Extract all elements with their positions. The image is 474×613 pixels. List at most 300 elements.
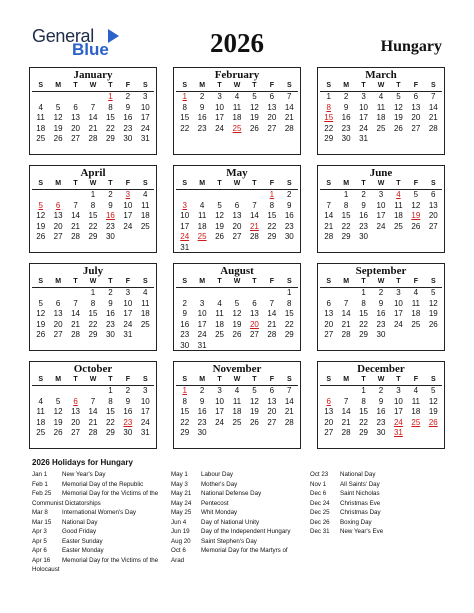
month-title: June (369, 167, 393, 179)
day: 7 (326, 200, 331, 210)
day: 23 (376, 417, 386, 427)
holiday-day: 5 (38, 200, 43, 210)
holiday-date: Apr 6 (32, 547, 47, 554)
day: 12 (428, 298, 438, 308)
holiday-day: 20 (249, 319, 259, 329)
day: 25 (376, 123, 386, 133)
day: 6 (269, 386, 275, 395)
holiday-date: May 25 (171, 509, 192, 516)
day: 7 (269, 298, 275, 308)
day: 11 (411, 396, 420, 406)
day: 24 (215, 123, 225, 133)
day: 10 (140, 396, 150, 406)
day: 16 (197, 407, 207, 417)
holiday-row (310, 518, 442, 528)
day: 4 (217, 298, 222, 308)
day: 19 (53, 417, 63, 427)
holiday-column (310, 470, 442, 537)
day: 22 (180, 123, 190, 133)
day: 23 (105, 319, 115, 329)
weekday-header: T (390, 375, 407, 386)
day: 31 (140, 134, 150, 144)
month-title: May (226, 167, 248, 179)
weekday-header: T (102, 81, 119, 92)
holiday-date: Jan 1 (32, 471, 48, 478)
weekday-header: T (246, 179, 263, 190)
day: 22 (180, 417, 190, 427)
day: 15 (267, 211, 277, 221)
empty-day (337, 386, 354, 397)
holiday-name: Memorial Day for the Victims of the (62, 556, 159, 564)
day: 11 (141, 298, 150, 308)
day: 30 (105, 330, 115, 340)
day: 30 (105, 232, 115, 242)
day: 5 (396, 92, 401, 101)
day: 22 (359, 417, 369, 427)
day: 3 (125, 288, 131, 297)
day: 20 (428, 211, 438, 221)
weekday-header: T (390, 277, 407, 288)
day: 11 (232, 396, 242, 406)
weekday-header: T (211, 277, 228, 288)
day-grid (32, 375, 154, 439)
weekday-header: S (137, 375, 154, 386)
holiday-name: National Day (340, 471, 376, 478)
day: 6 (252, 298, 257, 308)
holiday-row (32, 508, 168, 518)
weekday-header: S (425, 179, 442, 190)
holiday-day: 6 (73, 396, 78, 406)
day: 2 (108, 190, 113, 199)
empty-day (67, 386, 84, 397)
day: 12 (36, 211, 46, 221)
day: 10 (180, 211, 190, 221)
day: 20 (324, 319, 334, 329)
day: 1 (326, 92, 331, 101)
day: 7 (252, 200, 257, 210)
day: 7 (287, 386, 292, 395)
holiday-day: 3 (182, 200, 187, 210)
weekday-header: T (355, 81, 372, 92)
day: 14 (284, 396, 294, 406)
day: 17 (140, 113, 150, 123)
day: 26 (53, 134, 63, 144)
day: 5 (234, 298, 240, 308)
day: 4 (38, 396, 43, 406)
day: 28 (341, 330, 351, 340)
calendar-year: 2026 (210, 28, 264, 58)
empty-day (263, 288, 280, 299)
day: 22 (324, 123, 334, 133)
holiday-name: Memorial Day of the Republic (62, 480, 144, 488)
day: 26 (393, 123, 403, 133)
holiday-date: Oct 23 (310, 471, 329, 478)
day: 8 (182, 396, 187, 406)
day-grid (32, 81, 154, 145)
empty-day (320, 190, 337, 201)
day: 8 (108, 102, 113, 112)
weekday-header: F (407, 375, 424, 386)
day: 11 (36, 407, 45, 417)
day: 2 (199, 386, 205, 395)
month-may (173, 165, 301, 253)
day: 16 (105, 309, 115, 319)
day: 12 (215, 211, 225, 221)
day: 5 (55, 102, 61, 112)
day: 12 (36, 309, 46, 319)
holiday-date: Jun 19 (171, 528, 190, 535)
day: 22 (105, 417, 115, 427)
day: 22 (88, 319, 98, 329)
day: 2 (378, 288, 384, 297)
holiday-name: Good Friday (62, 528, 97, 535)
weekday-header: T (355, 375, 372, 386)
holiday-date: Oct 6 (171, 547, 186, 554)
day: 10 (123, 200, 133, 210)
day: 20 (232, 221, 242, 231)
weekday-header: F (119, 81, 136, 92)
weekday-header: S (320, 81, 337, 92)
weekday-header: T (355, 179, 372, 190)
weekday-header: S (425, 277, 442, 288)
month-august (173, 263, 301, 351)
day: 25 (36, 134, 46, 144)
day: 27 (267, 123, 277, 133)
month-july (29, 263, 157, 351)
day: 4 (413, 288, 419, 297)
holiday-date: Aug 20 (171, 537, 191, 545)
day: 9 (287, 200, 292, 210)
empty-day (211, 288, 228, 299)
weekday-header: M (193, 81, 210, 92)
day: 18 (36, 417, 46, 427)
holiday-row (310, 480, 442, 490)
holiday-day: 25 (232, 123, 242, 133)
day: 8 (90, 200, 96, 210)
holiday-name: Arad (171, 556, 185, 564)
weekday-header: T (246, 277, 263, 288)
month-title: August (220, 265, 254, 277)
holiday-date: Dec 26 (310, 518, 330, 526)
holiday-name: Easter Sunday (62, 537, 103, 545)
day: 23 (123, 123, 133, 133)
holiday-row (171, 470, 307, 480)
holiday-column (32, 470, 168, 575)
holiday-date: Apr 5 (32, 537, 47, 545)
day: 16 (123, 407, 133, 417)
day: 12 (393, 102, 403, 112)
day: 28 (71, 232, 81, 242)
holiday-name: Communist Dictatorships (32, 499, 101, 507)
day: 3 (217, 386, 222, 395)
day: 10 (393, 298, 403, 308)
day: 26 (232, 330, 242, 340)
day: 21 (341, 319, 351, 329)
day: 9 (343, 102, 349, 112)
holiday-name: New Year's Eve (340, 528, 384, 535)
day: 27 (71, 134, 81, 144)
day: 28 (324, 232, 334, 242)
day: 3 (396, 288, 401, 297)
day: 24 (359, 123, 369, 133)
day: 29 (88, 232, 98, 242)
day: 29 (267, 232, 277, 242)
day: 1 (108, 386, 113, 395)
day: 18 (411, 309, 421, 319)
day: 28 (428, 123, 438, 133)
day: 2 (378, 386, 384, 395)
day: 10 (393, 396, 403, 406)
day: 17 (180, 221, 190, 231)
month-title: July (82, 265, 104, 277)
holiday-name: Labour Day (201, 471, 233, 478)
weekday-header: T (67, 375, 84, 386)
day: 20 (267, 407, 277, 417)
day: 17 (140, 407, 150, 417)
day: 16 (376, 407, 386, 417)
day: 31 (359, 134, 369, 144)
weekday-header: W (372, 375, 389, 386)
empty-day (246, 288, 263, 299)
day: 25 (393, 221, 403, 231)
logo-general-text: General (32, 26, 94, 46)
day: 21 (267, 319, 277, 329)
day: 13 (53, 309, 63, 319)
holiday-row (171, 499, 307, 509)
day: 8 (269, 200, 275, 210)
holiday-day: 6 (55, 200, 61, 210)
holiday-name: Pentecost (201, 499, 229, 507)
day: 9 (125, 396, 131, 406)
day: 14 (249, 211, 259, 221)
day: 13 (249, 309, 259, 319)
day: 9 (125, 102, 131, 112)
day: 23 (359, 221, 369, 231)
holiday-day: 19 (411, 211, 421, 221)
month-october (29, 361, 157, 449)
day: 24 (376, 221, 386, 231)
holiday-row (171, 508, 307, 518)
day: 7 (90, 102, 96, 112)
day: 13 (411, 102, 421, 112)
day: 4 (38, 102, 43, 112)
day: 2 (125, 92, 131, 101)
day: 13 (71, 113, 81, 123)
day: 30 (123, 134, 133, 144)
day: 10 (215, 102, 225, 112)
day: 5 (252, 386, 257, 395)
day: 10 (197, 309, 207, 319)
weekday-header: T (102, 375, 119, 386)
holiday-name: Easter Monday (62, 547, 104, 554)
day: 21 (71, 319, 81, 329)
day: 12 (53, 113, 63, 123)
weekday-header: T (355, 277, 372, 288)
day: 26 (53, 428, 63, 438)
holiday-name: National Day (62, 518, 98, 526)
day: 5 (431, 288, 436, 297)
day: 27 (53, 232, 63, 242)
weekday-header: M (193, 179, 210, 190)
day: 8 (361, 298, 366, 308)
holiday-date: Nov 1 (310, 480, 327, 488)
day: 18 (197, 221, 207, 231)
day: 2 (199, 92, 205, 101)
day: 20 (71, 123, 81, 133)
day: 12 (53, 407, 63, 417)
day-grid (176, 179, 298, 254)
day: 7 (343, 298, 349, 308)
day: 23 (197, 123, 207, 133)
weekday-header: S (320, 375, 337, 386)
day: 11 (36, 113, 45, 123)
holiday-date: May 1 (171, 471, 188, 478)
day: 11 (376, 102, 386, 112)
weekday-header: S (32, 81, 49, 92)
day: 2 (108, 288, 113, 297)
day: 15 (180, 407, 190, 417)
weekday-header: W (372, 81, 389, 92)
weekday-header: S (137, 81, 154, 92)
day: 16 (341, 113, 351, 123)
day: 11 (141, 200, 150, 210)
weekday-header: M (49, 179, 66, 190)
day: 16 (284, 211, 294, 221)
empty-day (337, 288, 354, 299)
day: 27 (324, 330, 334, 340)
logo-blue-text: Blue (72, 40, 109, 59)
day: 19 (232, 319, 242, 329)
weekday-header: W (372, 277, 389, 288)
day: 15 (359, 407, 369, 417)
weekday-header: F (119, 375, 136, 386)
day: 28 (88, 134, 98, 144)
day: 31 (197, 340, 207, 350)
holiday-row (32, 489, 168, 499)
day: 16 (376, 309, 386, 319)
day: 13 (71, 407, 81, 417)
day: 8 (343, 200, 349, 210)
day: 9 (182, 309, 187, 319)
holiday-name: Boxing Day (340, 518, 372, 526)
month-april (29, 165, 157, 253)
month-title: November (212, 363, 262, 375)
day: 20 (411, 113, 421, 123)
day: 12 (428, 396, 438, 406)
weekday-header: S (137, 179, 154, 190)
day: 21 (88, 123, 98, 133)
day: 17 (393, 407, 403, 417)
day: 26 (36, 232, 46, 242)
day: 18 (36, 123, 46, 133)
day: 2 (125, 386, 131, 395)
day-grid (176, 81, 298, 134)
holiday-row (310, 470, 442, 480)
weekday-header: S (425, 375, 442, 386)
day: 27 (428, 221, 438, 231)
weekday-header: W (84, 81, 101, 92)
day: 7 (287, 92, 292, 101)
day: 10 (123, 298, 133, 308)
empty-day (32, 92, 49, 103)
holiday-day: 4 (396, 190, 401, 199)
holiday-row (171, 556, 307, 566)
day: 1 (343, 190, 349, 199)
day: 27 (267, 417, 277, 427)
day: 26 (249, 123, 259, 133)
day: 24 (123, 221, 133, 231)
holiday-column (171, 470, 307, 565)
day: 5 (217, 200, 222, 210)
day: 15 (105, 407, 115, 417)
day: 27 (411, 123, 421, 133)
holiday-row (171, 546, 307, 556)
holiday-name: Christmas Eve (340, 499, 381, 507)
weekday-header: S (176, 179, 193, 190)
weekday-header: W (372, 179, 389, 190)
holiday-date: Mar 8 (32, 509, 48, 516)
holiday-row (32, 470, 168, 480)
day-grid (320, 81, 442, 145)
holiday-row (32, 556, 168, 566)
day: 12 (411, 200, 421, 210)
holiday-row (310, 489, 442, 499)
day: 1 (361, 288, 366, 297)
day-grid (320, 375, 442, 439)
holiday-date: May 3 (171, 480, 188, 488)
day: 14 (267, 309, 277, 319)
day: 19 (36, 221, 46, 231)
day: 20 (53, 319, 63, 329)
holiday-day: 8 (326, 102, 331, 112)
day: 14 (88, 407, 98, 417)
holiday-date: Dec 31 (310, 528, 330, 535)
day: 7 (73, 298, 78, 308)
empty-day (32, 288, 49, 299)
holiday-row (32, 499, 168, 509)
day: 21 (428, 113, 438, 123)
day: 22 (267, 221, 277, 231)
day: 7 (343, 396, 349, 406)
day: 21 (341, 417, 351, 427)
holiday-date: Feb 25 (32, 490, 52, 497)
day: 9 (361, 200, 366, 210)
day: 30 (341, 134, 351, 144)
holiday-date: Feb 1 (32, 480, 48, 488)
holiday-name: Christmas Day (340, 509, 381, 516)
weekday-header: F (407, 81, 424, 92)
weekday-header: S (176, 375, 193, 386)
day: 24 (140, 123, 150, 133)
holiday-name: Holocaust (32, 566, 60, 573)
holidays-title: 2026 Holidays for Hungary (32, 458, 133, 467)
day: 17 (393, 309, 403, 319)
weekday-header: F (263, 277, 280, 288)
day: 10 (140, 102, 150, 112)
day: 6 (269, 92, 275, 101)
holiday-name: New Year's Day (62, 471, 106, 478)
day: 9 (199, 396, 205, 406)
day: 19 (393, 113, 403, 123)
weekday-header: M (193, 375, 210, 386)
holiday-row (32, 546, 168, 556)
empty-day (49, 92, 66, 103)
month-september (317, 263, 445, 351)
holiday-day: 23 (123, 417, 133, 427)
day: 9 (108, 298, 113, 308)
weekday-header: T (67, 277, 84, 288)
empty-day (49, 190, 66, 201)
